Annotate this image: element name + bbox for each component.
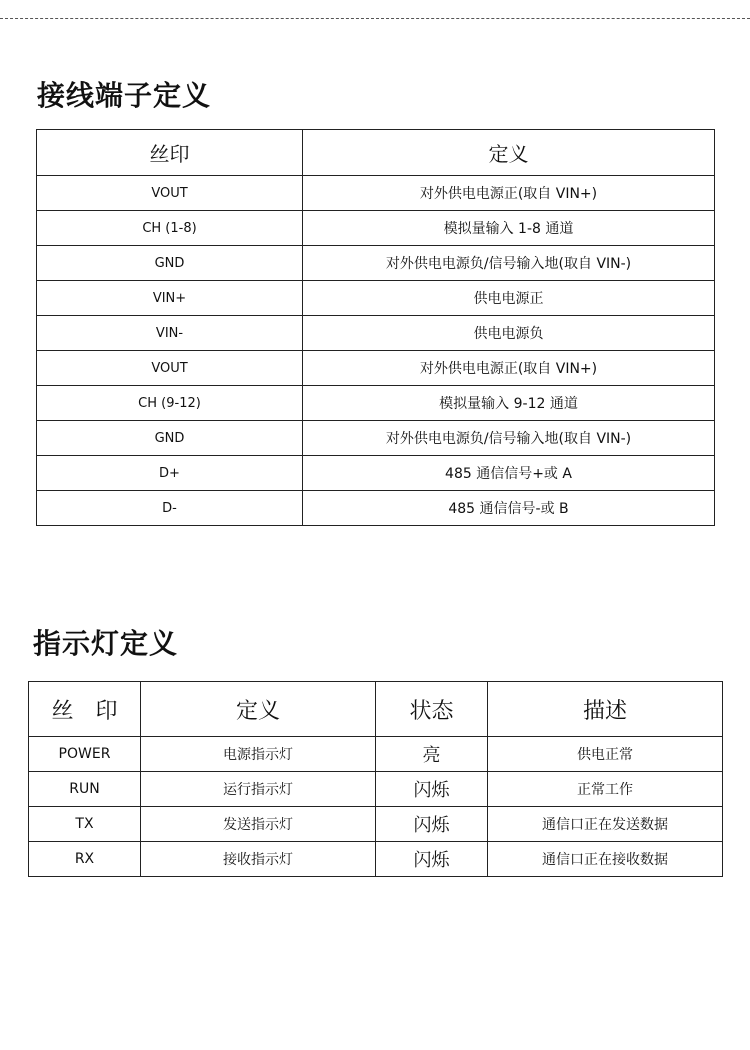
cell-definition: 电源指示灯 xyxy=(141,737,376,772)
cell-definition: 供电电源正 xyxy=(303,281,715,316)
table-row xyxy=(37,281,715,316)
cell-definition: 接收指示灯 xyxy=(141,842,376,877)
cell-definition: 对外供电电源负/信号输入地(取自 VIN-) xyxy=(303,421,715,456)
terminal-definition-title: 接线端子定义 xyxy=(37,79,212,112)
cell-description: 正常工作 xyxy=(488,772,723,807)
table-header-row xyxy=(37,130,715,176)
table-row xyxy=(29,772,723,807)
cell-silkscreen: POWER xyxy=(29,737,141,772)
cell-definition: 对外供电电源正(取自 VIN+) xyxy=(303,176,715,211)
header-definition: 定义 xyxy=(141,682,376,737)
cell-silkscreen: VIN+ xyxy=(37,281,303,316)
table-row xyxy=(37,316,715,351)
cell-silkscreen: GND xyxy=(37,246,303,281)
cell-silkscreen: CH (1-8) xyxy=(37,211,303,246)
cell-silkscreen: CH (9-12) xyxy=(37,386,303,421)
indicator-definition-table xyxy=(28,681,723,877)
header-state: 状态 xyxy=(376,682,488,737)
table-row xyxy=(37,456,715,491)
cell-definition: 485 通信信号+或 A xyxy=(303,456,715,491)
cell-silkscreen: GND xyxy=(37,421,303,456)
table-header-row xyxy=(29,682,723,737)
table-row xyxy=(37,351,715,386)
table-row xyxy=(29,737,723,772)
table-row xyxy=(37,176,715,211)
cell-description: 通信口正在发送数据 xyxy=(488,807,723,842)
cell-definition: 对外供电电源正(取自 VIN+) xyxy=(303,351,715,386)
header-silkscreen: 丝印 xyxy=(37,130,303,176)
cell-definition: 485 通信信号-或 B xyxy=(303,491,715,526)
header-description: 描述 xyxy=(488,682,723,737)
table-row xyxy=(37,491,715,526)
cell-silkscreen: D+ xyxy=(37,456,303,491)
cell-state: 闪烁 xyxy=(376,772,488,807)
indicator-definition-title: 指示灯定义 xyxy=(33,627,179,660)
table-row xyxy=(37,246,715,281)
cell-state: 闪烁 xyxy=(376,807,488,842)
cell-silkscreen: VOUT xyxy=(37,351,303,386)
cell-silkscreen: VOUT xyxy=(37,176,303,211)
cell-state: 闪烁 xyxy=(376,842,488,877)
cell-silkscreen: RX xyxy=(29,842,141,877)
header-silkscreen: 丝 印 xyxy=(29,682,141,737)
cell-state: 亮 xyxy=(376,737,488,772)
terminal-definition-table xyxy=(36,129,715,526)
cell-silkscreen: D- xyxy=(37,491,303,526)
table-row xyxy=(37,386,715,421)
cell-definition: 运行指示灯 xyxy=(141,772,376,807)
cell-silkscreen: TX xyxy=(29,807,141,842)
table-row xyxy=(37,421,715,456)
header-definition: 定义 xyxy=(303,130,715,176)
table-row xyxy=(37,211,715,246)
cell-description: 供电正常 xyxy=(488,737,723,772)
cell-description: 通信口正在接收数据 xyxy=(488,842,723,877)
table-row xyxy=(29,842,723,877)
cell-definition: 发送指示灯 xyxy=(141,807,376,842)
cell-definition: 模拟量输入 1-8 通道 xyxy=(303,211,715,246)
table-row xyxy=(29,807,723,842)
cell-definition: 供电电源负 xyxy=(303,316,715,351)
cell-silkscreen: VIN- xyxy=(37,316,303,351)
cell-definition: 对外供电电源负/信号输入地(取自 VIN-) xyxy=(303,246,715,281)
top-dashed-divider xyxy=(0,18,750,19)
cell-silkscreen: RUN xyxy=(29,772,141,807)
cell-definition: 模拟量输入 9-12 通道 xyxy=(303,386,715,421)
